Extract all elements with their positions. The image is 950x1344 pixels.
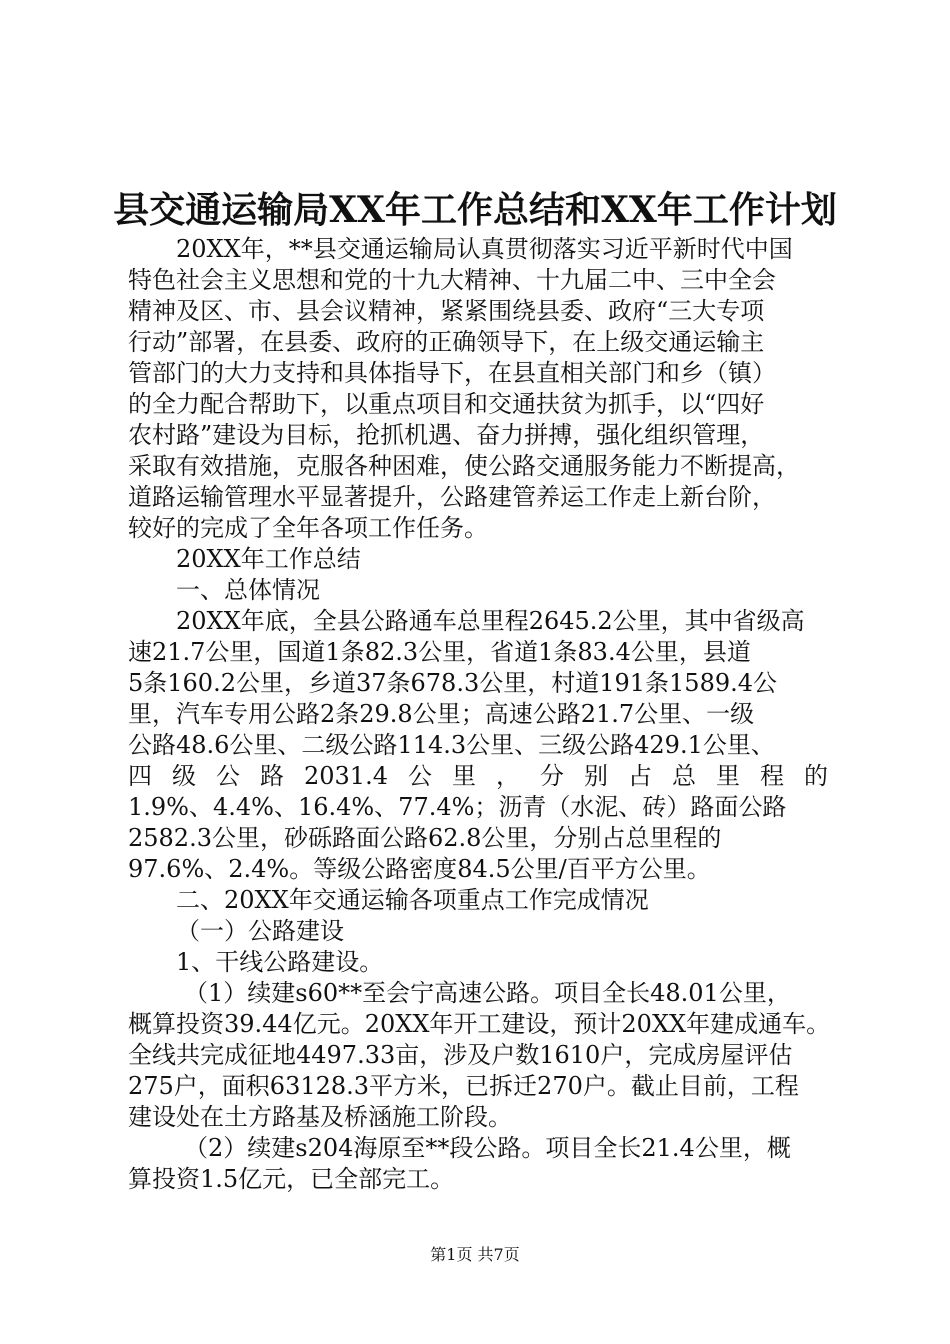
spread-line-part: 公 xyxy=(216,762,240,790)
paragraph-line: 农村路”建设为目标，抢抓机遇、奋力拼搏，强化组织管理， xyxy=(128,421,765,449)
spread-line-part: 占 xyxy=(627,762,652,790)
paragraph-line-spread xyxy=(128,761,828,792)
paragraph-line: 较好的完成了全年各项工作任务。 xyxy=(128,514,488,542)
paragraph-line: 速21.7公里，国道1条82.3公里，省道1条83.4公里，县道 xyxy=(128,638,751,666)
paragraph-line: 行动”部署，在县委、政府的正确领导下，在上级交通运输主 xyxy=(128,328,765,356)
spread-line-part: 程 xyxy=(759,762,784,790)
paragraph-line: 全线共完成征地4497.33亩，涉及户数1610户，完成房屋评估 xyxy=(128,1041,793,1069)
section-heading: 二、20XX年交通运输各项重点工作完成情况 xyxy=(176,886,649,914)
paragraph-line: （2）续建s204海原至**段公路。项目全长21.4公里，概 xyxy=(184,1134,791,1162)
spread-line-part: 里 xyxy=(451,762,476,790)
paragraph-line: 20XX年底，全县公路通车总里程2645.2公里，其中省级高 xyxy=(176,607,805,635)
spread-line-part: 分 xyxy=(539,762,564,790)
spread-line-part: 四 xyxy=(128,762,152,790)
paragraph-line: 97.6%、2.4%。等级公路密度84.5公里/百平方公里。 xyxy=(128,855,711,883)
paragraph-line: 采取有效措施，克服各种困难，使公路交通服务能力不断提高， xyxy=(128,452,800,480)
spread-line-part: 级 xyxy=(172,762,196,790)
paragraph-line: 精神及区、市、县会议精神，紧紧围绕县委、政府“三大专项 xyxy=(128,297,765,325)
spread-line-part: 2031.4 xyxy=(304,762,388,790)
paragraph-line: 1.9%、4.4%、16.4%、77.4%；沥青（水泥、砖）路面公路 xyxy=(128,793,787,821)
page-footer: 第1页 共7页 xyxy=(430,1245,520,1264)
paragraph-line: 里，汽车专用公路2条29.8公里；高速公路21.7公里、一级 xyxy=(128,700,755,728)
subsection-heading: （一）公路建设 xyxy=(176,917,344,945)
section-heading: 20XX年工作总结 xyxy=(176,545,361,573)
paragraph-line: 5条160.2公里，乡道37条678.3公里，村道191条1589.4公 xyxy=(128,669,778,697)
spread-line-part: 总 xyxy=(671,762,696,790)
spread-line-part: 路 xyxy=(260,762,284,790)
spread-line-part: 别 xyxy=(583,762,608,790)
paragraph-line: 的全力配合帮助下，以重点项目和交通扶贫为抓手，以“四好 xyxy=(128,390,765,418)
section-heading: 一、总体情况 xyxy=(176,576,320,604)
paragraph-line: 公路48.6公里、二级公路114.3公里、三级公路429.1公里、 xyxy=(128,731,775,759)
document-body xyxy=(128,234,831,1195)
paragraph-line: 道路运输管理水平显著提升，公路建管养运工作走上新台阶， xyxy=(128,483,776,511)
spread-line-part: 公 xyxy=(407,762,432,790)
item-heading: 1、干线公路建设。 xyxy=(176,948,384,976)
paragraph-line: 2582.3公里，砂砾路面公路62.8公里，分别占总里程的 xyxy=(128,824,722,852)
paragraph-line: 算投资1.5亿元，已全部完工。 xyxy=(128,1165,455,1193)
paragraph-line: 特色社会主义思想和党的十九大精神、十九届二中、三中全会 xyxy=(128,266,776,294)
paragraph-line: 20XX年，**县交通运输局认真贯彻落实习近平新时代中国 xyxy=(176,235,793,263)
document-title: 县交通运输局XX年工作总结和XX年工作计划 xyxy=(113,189,837,231)
paragraph-line: （1）续建s60**至会宁高速公路。项目全长48.01公里， xyxy=(184,979,791,1007)
paragraph-line: 建设处在土方路基及桥涵施工阶段。 xyxy=(128,1103,512,1131)
paragraph-line: 275户，面积63128.3平方米，已拆迁270户。截止目前，工程 xyxy=(128,1072,799,1100)
paragraph-line: 管部门的大力支持和具体指导下，在县直相关部门和乡（镇） xyxy=(128,359,776,387)
paragraph-line: 概算投资39.44亿元。20XX年开工建设，预计20XX年建成通车。 xyxy=(128,1010,831,1038)
spread-line-part: 里 xyxy=(715,762,740,790)
spread-line-part: 的 xyxy=(803,762,828,790)
spread-line-part: ， xyxy=(495,762,520,790)
